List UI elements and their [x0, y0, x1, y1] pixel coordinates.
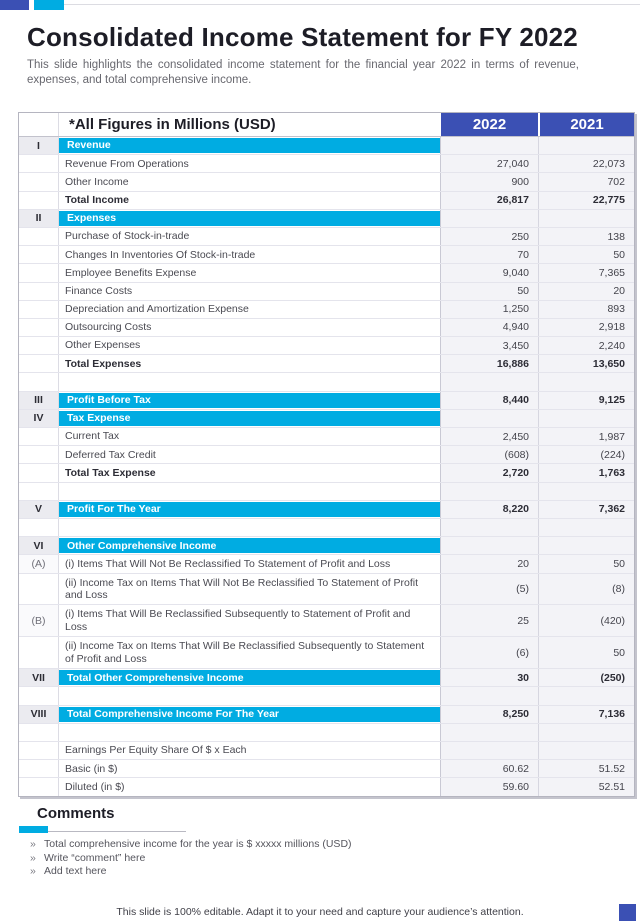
value-2022-cell [441, 137, 538, 154]
section-highlight-bar [59, 707, 440, 722]
row-label-cell [59, 319, 441, 336]
row-label-cell [59, 283, 441, 300]
value-2021-cell: 7,136 [538, 706, 634, 723]
value-2022-cell: (6) [441, 637, 538, 668]
row-index-cell [19, 246, 59, 263]
row-index-cell [19, 155, 59, 172]
value-2022-cell: 70 [441, 246, 538, 263]
section-title: Expenses [67, 212, 117, 225]
section-highlight-bar [59, 411, 440, 426]
section-highlight-bar [59, 138, 440, 153]
value-2021-cell: 13,650 [538, 355, 634, 372]
row-index-cell [19, 301, 59, 318]
comment-item [30, 838, 590, 852]
value-2021-cell [538, 373, 634, 390]
row-index-cell: IV [19, 410, 59, 427]
value-2021-cell: 138 [538, 228, 634, 245]
row-label-cell [59, 706, 441, 723]
row-label: Basic (in $) [65, 762, 118, 775]
row-label-cell [59, 410, 441, 427]
value-2022-cell: 8,440 [441, 392, 538, 409]
table-row [19, 760, 634, 778]
column-header-2021: 2021 [538, 113, 634, 136]
section-title: Total Other Comprehensive Income [67, 671, 244, 684]
value-2021-cell: 51.52 [538, 760, 634, 777]
top-left-cyan-bar [34, 0, 64, 10]
value-2021-cell: (250) [538, 669, 634, 686]
value-2021-cell: (420) [538, 605, 634, 636]
row-label-cell [59, 519, 441, 536]
row-label: Total Tax Expense [65, 466, 156, 479]
value-2021-cell: 2,240 [538, 337, 634, 354]
income-table-body [19, 137, 634, 796]
row-index-cell [19, 778, 59, 796]
row-index-cell [19, 428, 59, 445]
table-row [19, 392, 634, 410]
table-row [19, 483, 634, 501]
page-subtitle: This slide highlights the consolidated income statement for the financial year 2022 in terms of revenue, expenses, and total comprehensive income. [27, 59, 579, 86]
bullet-icon: » [30, 865, 36, 877]
value-2021-cell [538, 537, 634, 554]
table-row [19, 410, 634, 428]
row-label-cell [59, 555, 441, 572]
row-label: (i) Items That Will Not Be Reclassified To Statement of Profit and Loss [65, 557, 391, 570]
row-index-cell: VII [19, 669, 59, 686]
row-label-cell [59, 155, 441, 172]
value-2022-cell: (5) [441, 574, 538, 605]
value-2021-cell [538, 724, 634, 741]
row-label-cell [59, 392, 441, 409]
section-highlight-bar [59, 670, 440, 685]
value-2022-cell: 8,250 [441, 706, 538, 723]
row-index-cell: III [19, 392, 59, 409]
row-index-cell [19, 446, 59, 463]
section-highlight-bar [59, 393, 440, 408]
row-label-cell [59, 687, 441, 704]
table-row [19, 319, 634, 337]
value-2021-cell: 7,362 [538, 501, 634, 518]
row-index-cell: VI [19, 537, 59, 554]
value-2021-cell: 1,987 [538, 428, 634, 445]
row-index-cell [19, 742, 59, 759]
comments-underline [48, 831, 186, 832]
row-label: Depreciation and Amortization Expense [65, 303, 249, 316]
table-row [19, 428, 634, 446]
row-index-cell: I [19, 137, 59, 154]
table-row [19, 137, 634, 155]
row-index-cell [19, 574, 59, 605]
table-row [19, 605, 634, 637]
footer-corner-square [619, 904, 636, 921]
row-label-cell [59, 669, 441, 686]
value-2021-cell: 20 [538, 283, 634, 300]
table-row [19, 355, 634, 373]
row-label: Total Expenses [65, 357, 142, 370]
value-2022-cell: 26,817 [441, 192, 538, 209]
row-index-cell: V [19, 501, 59, 518]
table-row [19, 501, 634, 519]
section-highlight-bar [59, 538, 440, 553]
row-label: Purchase of Stock-in-trade [65, 230, 190, 243]
value-2021-cell: 2,918 [538, 319, 634, 336]
row-label-cell [59, 173, 441, 190]
comment-text: Total comprehensive income for the year is $ xxxxx millions (USD) [44, 838, 352, 850]
row-index-cell: II [19, 210, 59, 227]
row-label: Outsourcing Costs [65, 321, 152, 334]
value-2021-cell: 52.51 [538, 778, 634, 796]
row-label: (ii) Income Tax on Items That Will Not Be Reclassified To Statement of Profit and Loss [65, 576, 419, 601]
row-label-cell [59, 355, 441, 372]
value-2021-cell: (8) [538, 574, 634, 605]
row-index-cell [19, 687, 59, 704]
value-2022-cell [441, 373, 538, 390]
row-index-cell [19, 373, 59, 390]
section-highlight-bar [59, 502, 440, 517]
row-index-cell: (B) [19, 605, 59, 636]
row-label-cell [59, 605, 441, 636]
row-label-cell [59, 483, 441, 500]
comment-item [30, 865, 590, 879]
top-divider-line [64, 4, 640, 5]
value-2022-cell: 30 [441, 669, 538, 686]
comment-item [30, 852, 590, 866]
row-index-cell [19, 483, 59, 500]
table-row [19, 192, 634, 210]
table-row [19, 228, 634, 246]
row-index-cell [19, 228, 59, 245]
section-highlight-bar [59, 211, 440, 226]
row-index-cell [19, 173, 59, 190]
table-row [19, 301, 634, 319]
value-2022-cell [441, 519, 538, 536]
table-row [19, 246, 634, 264]
row-label-cell [59, 373, 441, 390]
row-label: Employee Benefits Expense [65, 266, 197, 279]
comments-list [30, 838, 590, 879]
value-2022-cell: 59.60 [441, 778, 538, 796]
row-label-cell [59, 778, 441, 796]
value-2022-cell: 25 [441, 605, 538, 636]
comment-text: Add text here [44, 865, 107, 877]
row-label-cell [59, 464, 441, 481]
row-label: Diluted (in $) [65, 781, 125, 794]
value-2021-cell: 50 [538, 555, 634, 572]
row-index-cell [19, 355, 59, 372]
row-index-cell [19, 319, 59, 336]
table-header-row [19, 113, 634, 137]
row-index-cell [19, 519, 59, 536]
table-row [19, 778, 634, 796]
value-2021-cell [538, 137, 634, 154]
row-label: Other Expenses [65, 339, 141, 352]
value-2022-cell: 50 [441, 283, 538, 300]
table-row [19, 464, 634, 482]
row-index-cell [19, 264, 59, 281]
table-row [19, 283, 634, 301]
section-title: Revenue [67, 139, 111, 152]
value-2021-cell: 1,763 [538, 464, 634, 481]
value-2021-cell: 22,073 [538, 155, 634, 172]
value-2022-cell: 16,886 [441, 355, 538, 372]
value-2021-cell: 893 [538, 301, 634, 318]
value-2022-cell: 60.62 [441, 760, 538, 777]
row-label-cell [59, 192, 441, 209]
value-2021-cell: 9,125 [538, 392, 634, 409]
table-row [19, 446, 634, 464]
row-label-cell [59, 137, 441, 154]
row-label: Changes In Inventories Of Stock-in-trade [65, 248, 256, 261]
section-title: Profit For The Year [67, 503, 161, 516]
value-2022-cell [441, 687, 538, 704]
table-row [19, 706, 634, 724]
value-2022-cell: 3,450 [441, 337, 538, 354]
table-row [19, 264, 634, 282]
section-title: Tax Expense [67, 412, 131, 425]
row-index-cell [19, 337, 59, 354]
row-index-cell [19, 464, 59, 481]
row-label: Other Income [65, 175, 129, 188]
value-2021-cell [538, 687, 634, 704]
value-2022-cell: 1,250 [441, 301, 538, 318]
section-title: Other Comprehensive Income [67, 539, 217, 552]
row-label-cell [59, 428, 441, 445]
table-row [19, 637, 634, 669]
row-label-cell [59, 264, 441, 281]
row-label-cell [59, 501, 441, 518]
value-2022-cell: 2,720 [441, 464, 538, 481]
column-header-2022: 2022 [441, 113, 538, 136]
header-label-cell [59, 113, 441, 136]
row-label-cell [59, 446, 441, 463]
row-label-cell [59, 742, 441, 759]
table-row [19, 687, 634, 705]
table-row [19, 155, 634, 173]
value-2022-cell [441, 410, 538, 427]
value-2022-cell [441, 210, 538, 227]
row-label: Finance Costs [65, 284, 133, 297]
value-2021-cell: 50 [538, 637, 634, 668]
row-label: Earnings Per Equity Share Of $ x Each [65, 744, 247, 757]
row-label-cell [59, 337, 441, 354]
table-row [19, 669, 634, 687]
value-2022-cell [441, 483, 538, 500]
row-label-cell [59, 760, 441, 777]
row-index-cell [19, 724, 59, 741]
table-row [19, 210, 634, 228]
bullet-icon: » [30, 838, 36, 850]
row-label: (ii) Income Tax on Items That Will Be Reclassified Subsequently to Statement of Profit and Loss [65, 640, 425, 665]
value-2021-cell [538, 483, 634, 500]
value-2022-cell: 8,220 [441, 501, 538, 518]
value-2022-cell: 900 [441, 173, 538, 190]
row-label-cell [59, 637, 441, 668]
table-units-note: *All Figures in Millions (USD) [69, 115, 276, 133]
value-2022-cell: 9,040 [441, 264, 538, 281]
row-index-cell [19, 637, 59, 668]
value-2021-cell: 50 [538, 246, 634, 263]
row-index-cell [19, 283, 59, 300]
value-2022-cell: 2,450 [441, 428, 538, 445]
row-label-cell [59, 246, 441, 263]
value-2022-cell: 27,040 [441, 155, 538, 172]
row-label-cell [59, 537, 441, 554]
header-index-cell [19, 113, 59, 136]
table-row [19, 519, 634, 537]
table-row [19, 373, 634, 391]
comment-text: Write “comment” here [44, 851, 146, 864]
value-2022-cell [441, 537, 538, 554]
row-label-cell [59, 210, 441, 227]
value-2021-cell [538, 410, 634, 427]
row-label: Revenue From Operations [65, 157, 189, 170]
footer-note: This slide is 100% editable. Adapt it to your need and capture your audience’s attention. [116, 906, 524, 918]
comments-accent-bar [19, 826, 48, 833]
value-2021-cell [538, 742, 634, 759]
table-row [19, 742, 634, 760]
row-index-cell [19, 192, 59, 209]
value-2021-cell: 702 [538, 173, 634, 190]
value-2021-cell [538, 210, 634, 227]
bullet-icon: » [30, 851, 36, 864]
table-row [19, 555, 634, 573]
value-2021-cell [538, 519, 634, 536]
table-row [19, 337, 634, 355]
row-label-cell [59, 301, 441, 318]
row-index-cell: (A) [19, 555, 59, 572]
row-label: Current Tax [65, 430, 120, 443]
row-label: Deferred Tax Credit [65, 448, 156, 461]
row-index-cell [19, 760, 59, 777]
value-2022-cell: (608) [441, 446, 538, 463]
top-left-indigo-bar [0, 0, 29, 10]
value-2022-cell [441, 742, 538, 759]
table-row [19, 724, 634, 742]
value-2022-cell [441, 724, 538, 741]
value-2022-cell: 20 [441, 555, 538, 572]
table-row [19, 173, 634, 191]
value-2021-cell: 7,365 [538, 264, 634, 281]
page-title: Consolidated Income Statement for FY 2022 [27, 22, 578, 52]
value-2022-cell: 250 [441, 228, 538, 245]
value-2022-cell: 4,940 [441, 319, 538, 336]
row-label: Total Income [65, 193, 129, 206]
row-label-cell [59, 574, 441, 605]
row-label-cell [59, 228, 441, 245]
row-label: (i) Items That Will Be Reclassified Subsequently to Statement of Profit and Loss [65, 608, 411, 633]
row-index-cell: VIII [19, 706, 59, 723]
value-2021-cell: 22,775 [538, 192, 634, 209]
table-row [19, 537, 634, 555]
table-row [19, 574, 634, 606]
income-statement-table [18, 112, 635, 797]
row-label-cell [59, 724, 441, 741]
value-2021-cell: (224) [538, 446, 634, 463]
section-title: Profit Before Tax [67, 394, 151, 407]
section-title: Total Comprehensive Income For The Year [67, 707, 280, 720]
comments-heading: Comments [37, 805, 115, 822]
